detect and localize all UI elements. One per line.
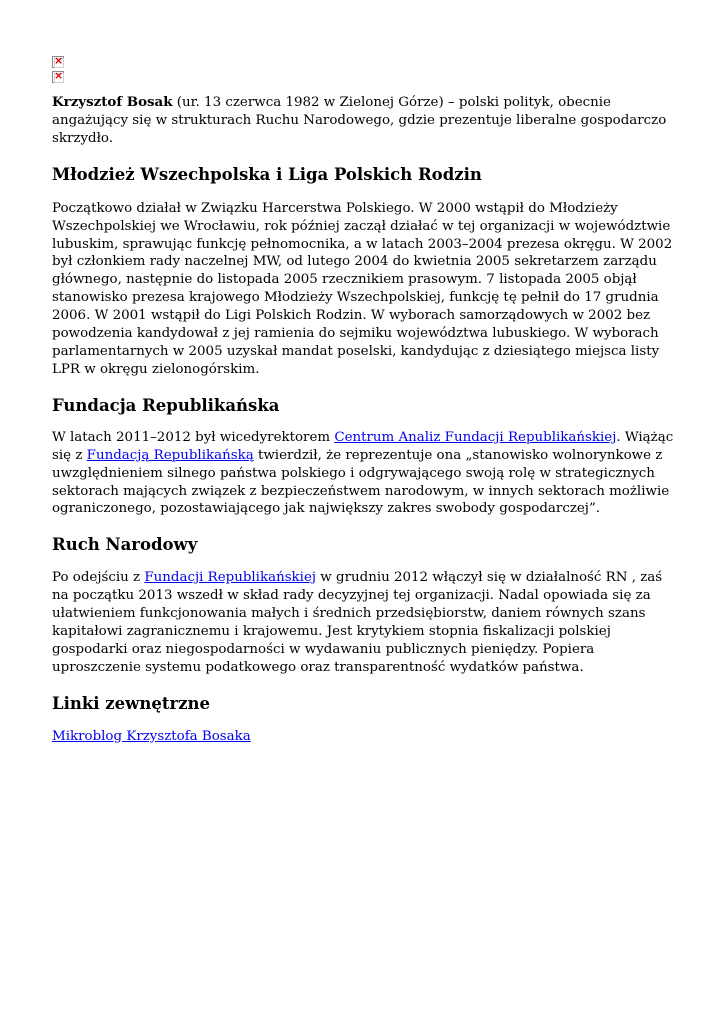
text-segment: W latach 2011–2012 był wicedyrektorem <box>52 429 335 445</box>
section-heading-fundacja: Fundacja Republikańska <box>52 395 280 415</box>
link-fundacji-republikanskiej[interactable]: Fundacji Republikańskiej <box>144 570 317 586</box>
link-mikroblog[interactable]: Mikroblog Krzysztofa Bosaka <box>52 728 251 744</box>
section-text-ruch <box>52 569 682 676</box>
section-text-fundacja <box>52 429 682 519</box>
section-text-mlodziez: Początkowo działał w Związku Harcerstwa Polskiego. W 2000 wstąpił do Młodzieży Wszechpolskiej we Wrocławiu, rok później zaczął działać w tej organizacji w województwie lubuskim, sprawując funkcję pełnomocnika, a w latach 2003–2004 prezesa okręgu. W 2002 był członkiem rady naczelnej MW, od lutego 2004 do kwietnia 2005 sekretarzem zarządu głównego, następnie do listopada 2005 rzecznikiem prasowym. 7 listopada 2005 objął stanowisko prezesa krajowego Młodzieży Wszechpolskiej, funkcję tę pełnił do 17 grudnia 2006. W 2001 wstąpił do Ligi Polskich Rodzin. W wyborach samorządowych w 2002 bez powodzenia kandydował z jej ramienia do sejmiku województwa lubuskiego. W wyborach parlamentarnych w 2005 uzyskał mandat poselski, kandydując z dziesiątego miejsca listy LPR w okręgu zielonogórskim. <box>52 200 673 377</box>
section-heading-mlodziez: Młodzież Wszechpolska i Liga Polskich Rodzin <box>52 164 482 184</box>
text-segment: twierdził, że reprezentuje ona „stanowisko wolnorynkowe z uwzględnieniem silnego państwa polskiego i odgrywającego swoją rolę w strategicznych sektorach mających związek z bezpieczeństwem narodowym, w innych sektorach możliwie ograniczonego, pozostawiającego jak największy zakres swobody gospodarczej”. <box>52 447 670 517</box>
section-heading-linki: Linki zewnętrzne <box>52 693 211 713</box>
link-fundacja-republikanska[interactable]: Fundacją Republikańską <box>86 447 254 463</box>
broken-image-icon: × <box>54 54 64 67</box>
text-segment: . Wiążąc się z <box>52 429 674 463</box>
broken-image-icon: × <box>54 69 64 82</box>
article <box>52 56 682 746</box>
intro-paragraph <box>52 94 682 148</box>
intro-text: (ur. 13 czerwca 1982 w Zielonej Górze) – polski polityk, obecnie angażujący się w strukturach Ruchu Narodowego, gdzie prezentuje liberalne gospodarczo skrzydło. <box>52 95 667 146</box>
section-links <box>52 728 682 746</box>
section-heading-ruch: Ruch Narodowy <box>52 535 198 555</box>
link-centrum-analiz[interactable]: Centrum Analiz Fundacji Republikańskiej <box>334 429 617 445</box>
person-name: Krzysztof Bosak <box>52 94 173 110</box>
text-segment: w grudniu 2012 włączył się w działalność RN , zaś na początku 2013 wszedł w skład rady decyzyjnej tej organizacji. Nadal opowiada się za ułatwieniem funkcjonowania małych i średnich przedsiębiorstw, daniem równych szans kapitałowi zagranicznemu i krajowemu. Jest krytykiem stopnia fiskalizacji polskiej gospodarki oraz niegospodarności w wydawaniu publicznych pieniędzy. Popiera uproszczenie systemu podatkowego oraz transparentność wydatków państwa. <box>52 570 663 675</box>
text-segment: Po odejściu z <box>52 570 145 586</box>
